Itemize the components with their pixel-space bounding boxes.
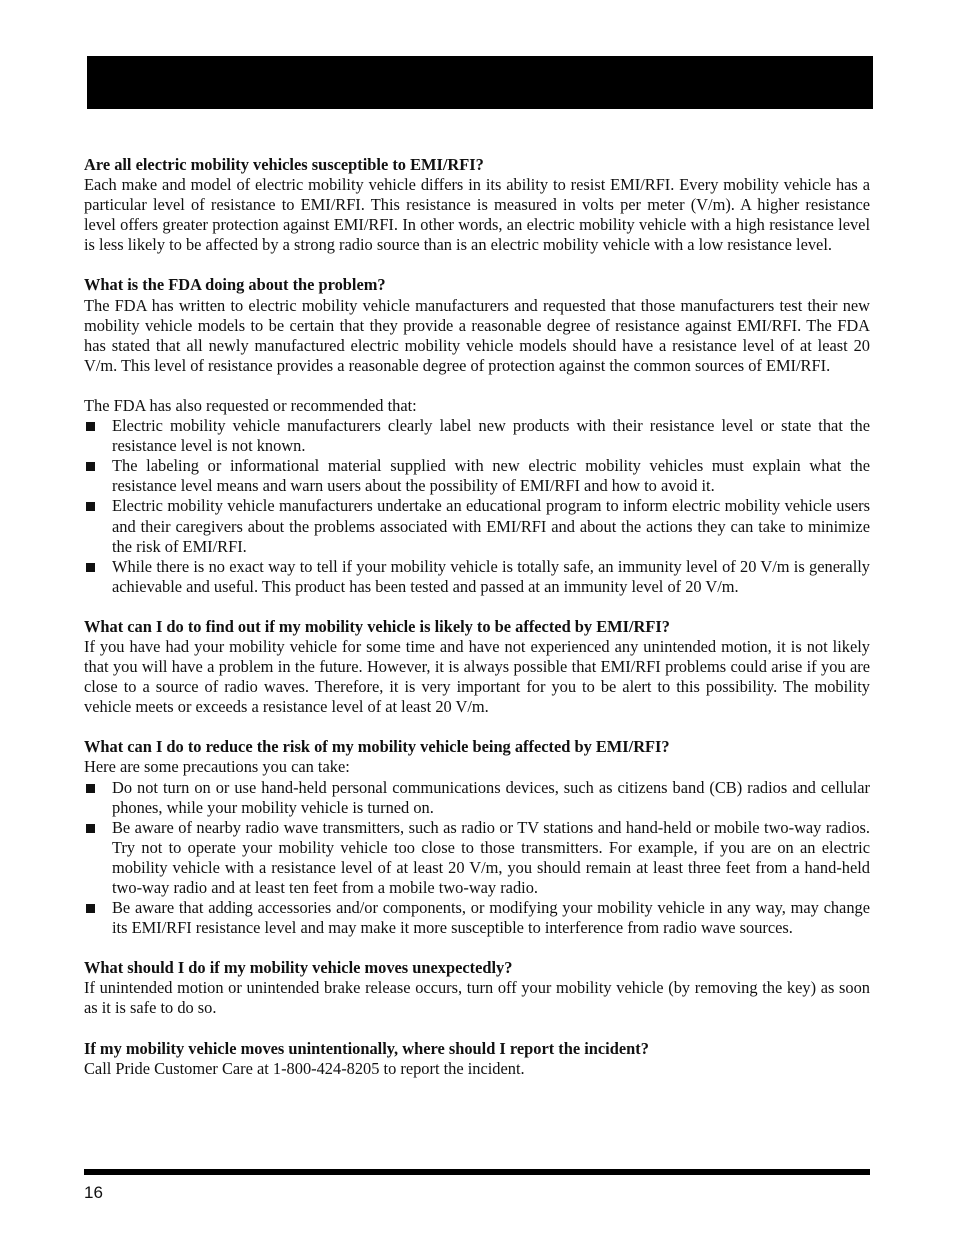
section-find-out xyxy=(84,617,870,717)
list-item-text: Be aware that adding accessories and/or components, or modifying your mobility vehicle in any way, may change its EMI/RFI resistance level and may make it more susceptible to interference from radio wave sources. xyxy=(112,898,870,938)
section-fda xyxy=(84,275,870,375)
section-paragraph: Call Pride Customer Care at 1-800-424-8205 to report the incident. xyxy=(84,1058,525,1078)
list-item xyxy=(84,496,870,556)
page-number: 16 xyxy=(84,1183,103,1202)
section-heading: Are all electric mobility vehicles susceptible to EMI/RFI? xyxy=(84,155,484,174)
section-unexpected-movement xyxy=(84,958,870,1018)
list-item-text: The labeling or informational material supplied with new electric mobility vehicles must explain what the resistance level means and warn users about the possibility of EMI/RFI and how to avoid it. xyxy=(112,456,870,496)
section-fda-recommendations xyxy=(84,396,870,597)
list-item-text: Do not turn on or use hand-held personal communications devices, such as citizens band (CB) radios and cellular phones, while your mobility vehicle is turned on. xyxy=(112,777,870,817)
list-item xyxy=(84,778,870,818)
footer-rule xyxy=(84,1169,870,1175)
bullet-square-icon xyxy=(86,904,95,913)
section-paragraph: The FDA has written to electric mobility vehicle manufacturers and requested that those manufacturers test their new mobility vehicle models to be certain that they provide a reasonable degree of resistance against EMI/RFI. The FDA has stated that all newly manufactured electric mobility vehicle models should have a resistance level of at least 20 V/m. This level of resistance provides a reasonable degree of protection against the common sources of EMI/RFI. xyxy=(84,295,870,375)
section-intro: Here are some precautions you can take: xyxy=(84,757,350,777)
list-item xyxy=(84,898,870,938)
section-susceptibility xyxy=(84,155,870,255)
bullet-square-icon xyxy=(86,422,95,431)
section-paragraph: If you have had your mobility vehicle for some time and have not experienced any unintended motion, it is not likely that you will have a problem in the future. However, it is always possible that EMI/RFI problems could arise if you are close to a source of radio waves. Therefore, it is very important for you to be alert to this possibility. The mobility vehicle meets or exceeds a resistance level of at least 20 V/m. xyxy=(84,636,870,717)
header-bar xyxy=(87,56,873,109)
section-reduce-risk xyxy=(84,737,870,938)
section-paragraph: If unintended motion or unintended brake release occurs, turn off your mobility vehicle (by removing the key) as soon as it is safe to do so. xyxy=(84,978,870,1018)
section-report-incident xyxy=(84,1039,870,1079)
section-intro: The FDA has also requested or recommended that: xyxy=(84,395,417,415)
list-item-text: Electric mobility vehicle manufacturers undertake an educational program to inform electric mobility vehicle users and their caregivers about the problems associated with EMI/RFI and about the actions they can take to minimize the risk of EMI/RFI. xyxy=(112,496,870,556)
list-item-text: While there is no exact way to tell if your mobility vehicle is totally safe, an immunity level of 20 V/m is generally achievable and useful. This product has been tested and passed at an immunity level of 20 V/m. xyxy=(112,556,870,596)
document-body xyxy=(84,155,870,1099)
section-paragraph: Each make and model of electric mobility vehicle differs in its ability to resist EMI/RFI. Every mobility vehicle has a particular level of resistance to EMI/RFI. This resistance is measured in volts per meter (V/m). A higher resistance level offers greater protection against EMI/RFI. In other words, an electric mobility vehicle with a high resistance level is less likely to be affected by a strong radio source than is an electric mobility vehicle with a low resistance level. xyxy=(84,175,870,255)
list-item xyxy=(84,416,870,456)
list-item-text: Be aware of nearby radio wave transmitters, such as radio or TV stations and hand-held or mobile two-way radios. Try not to operate your mobility vehicle too close to those transmitters. For example, if you are on an electric mobility vehicle with a resistance level of at least 20 V/m, you should remain at least three feet from a hand-held two-way radio and at least ten feet from a mobile two-way radio. xyxy=(112,817,870,897)
section-heading: What should I do if my mobility vehicle moves unexpectedly? xyxy=(84,958,513,978)
list-item-text: Electric mobility vehicle manufacturers clearly label new products with their resistance level or state that the resistance level is not known. xyxy=(112,416,870,456)
section-heading: What is the FDA doing about the problem? xyxy=(84,275,386,295)
bullet-square-icon xyxy=(86,784,95,793)
list-item xyxy=(84,456,870,496)
list-item xyxy=(84,818,870,898)
bullet-square-icon xyxy=(86,824,95,833)
bullet-square-icon xyxy=(86,462,95,471)
bullet-square-icon xyxy=(86,502,95,511)
list-item xyxy=(84,557,870,597)
section-heading: If my mobility vehicle moves unintentionally, where should I report the incident? xyxy=(84,1038,649,1058)
section-heading: What can I do to find out if my mobility vehicle is likely to be affected by EMI/RFI? xyxy=(84,616,670,636)
section-heading: What can I do to reduce the risk of my mobility vehicle being affected by EMI/RFI? xyxy=(84,737,670,757)
bullet-square-icon xyxy=(86,563,95,572)
bullet-list xyxy=(84,778,870,939)
bullet-list xyxy=(84,416,870,597)
